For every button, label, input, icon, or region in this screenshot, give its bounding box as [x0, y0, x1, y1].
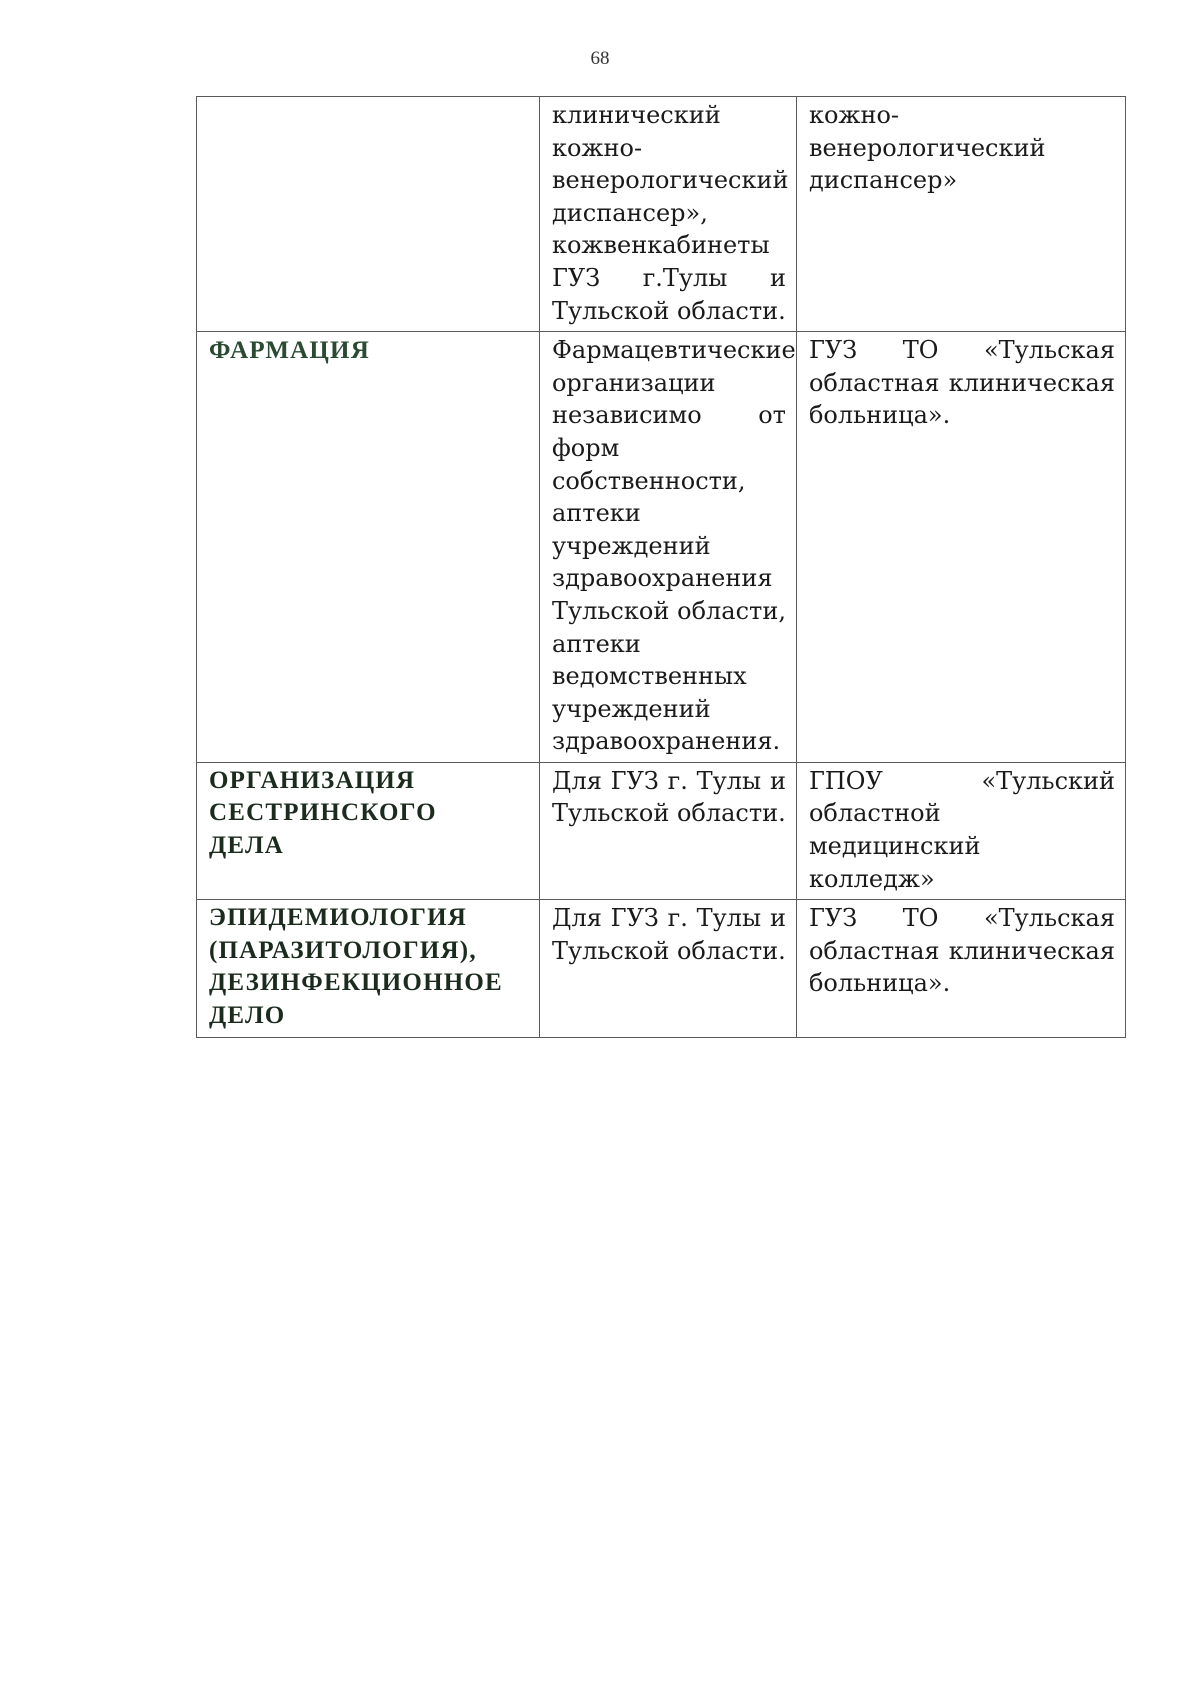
- base-line: кожвенкабинеты: [551, 231, 770, 260]
- base-line: ведомственных: [551, 662, 747, 691]
- org-line: областной медицинский: [808, 799, 981, 861]
- org-line: колледж»: [808, 864, 935, 893]
- organization-cell: [796, 900, 1125, 1037]
- specialty-cell: [197, 900, 540, 1037]
- base-line: венерологический: [551, 166, 789, 195]
- org-line: ГПОУ «Тульский: [808, 766, 1115, 795]
- specialty-line: ДЕЛА: [209, 832, 285, 860]
- specialty-cell: [197, 332, 540, 763]
- specialty-line: ЭПИДЕМИОЛОГИЯ: [209, 904, 468, 932]
- base-line: аптеки: [551, 629, 641, 658]
- specialty-name: ФАРМАЦИЯ: [209, 337, 370, 365]
- base-line: независимо от: [551, 401, 786, 430]
- base-line: учреждений: [551, 694, 711, 723]
- base-line: Тульской области.: [551, 936, 786, 965]
- table-row: [197, 332, 1126, 763]
- base-line: ГУЗ г.Тулы и: [551, 263, 786, 292]
- table-row: [197, 762, 1126, 899]
- organization-cell: [796, 97, 1125, 332]
- base-line: Тульской области,: [551, 596, 786, 625]
- org-line: областная клиническая: [808, 936, 1115, 965]
- base-line: организации: [551, 368, 716, 397]
- organization-cell: [796, 762, 1125, 899]
- base-line: здравоохранения: [551, 564, 773, 593]
- base-line: кожно-: [551, 133, 643, 162]
- base-line: собственности,: [551, 466, 746, 495]
- specialty-table: [196, 96, 1126, 1038]
- specialty-line: СЕСТРИНСКОГО: [209, 799, 437, 827]
- base-cell: [539, 762, 796, 899]
- organization-cell: [796, 332, 1125, 763]
- specialty-line: (ПАРАЗИТОЛОГИЯ),: [209, 936, 477, 964]
- specialty-cell: [197, 762, 540, 899]
- base-line: Тульской области.: [551, 799, 786, 828]
- base-cell: [539, 97, 796, 332]
- org-line: диспансер»: [808, 166, 958, 195]
- base-cell: [539, 332, 796, 763]
- specialty-line: ДЕЗИНФЕКЦИОННОЕ: [209, 969, 503, 997]
- table-row: [197, 900, 1126, 1037]
- org-line: ГУЗ ТО «Тульская: [808, 904, 1115, 933]
- specialty-cell: [197, 97, 540, 332]
- org-line: ГУЗ ТО «Тульская: [808, 336, 1115, 365]
- table-row: [197, 97, 1126, 332]
- base-line: аптеки: [551, 499, 641, 528]
- base-line: диспансер»,: [551, 198, 708, 227]
- base-line: Тульской области.: [551, 296, 786, 325]
- base-line: Фармацевтические: [551, 336, 796, 365]
- base-line: форм: [551, 433, 620, 462]
- org-line: венерологический: [808, 133, 1046, 162]
- org-line: больница».: [808, 401, 951, 430]
- org-line: областная клиническая: [808, 368, 1115, 397]
- specialty-line: ДЕЛО: [209, 1002, 286, 1030]
- page-number: 68: [590, 48, 610, 69]
- base-line: учреждений: [551, 531, 711, 560]
- org-line: кожно-: [808, 101, 900, 129]
- base-line: Для ГУЗ г. Тулы и: [551, 904, 786, 933]
- base-line: Для ГУЗ г. Тулы и: [551, 766, 786, 795]
- base-line: клинический: [551, 101, 721, 129]
- org-line: больница».: [808, 969, 951, 998]
- base-line: здравоохранения.: [551, 727, 781, 756]
- specialty-line: ОРГАНИЗАЦИЯ: [209, 766, 416, 794]
- base-cell: [539, 900, 796, 1037]
